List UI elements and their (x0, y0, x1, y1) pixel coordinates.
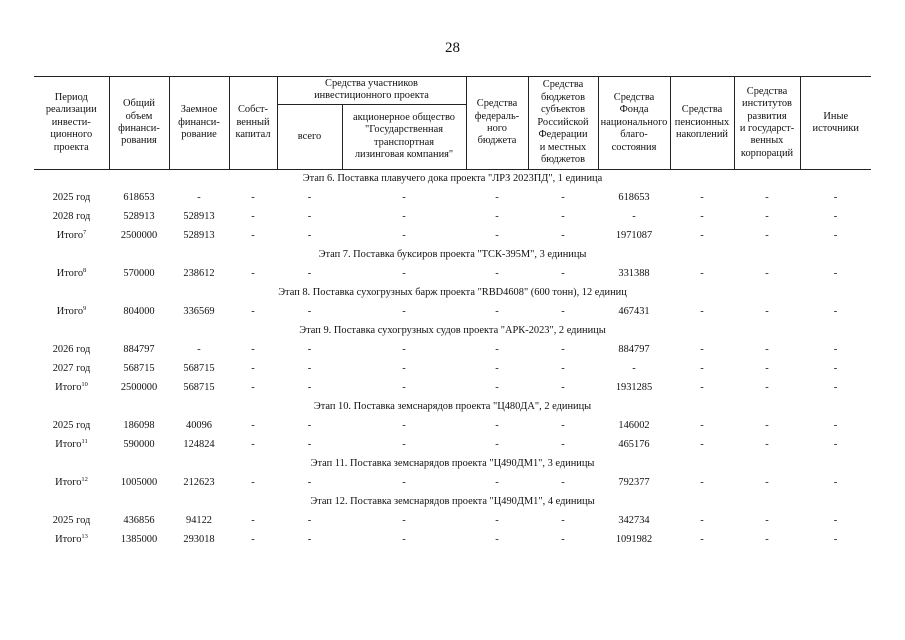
period-cell (34, 265, 109, 284)
value-cell-total: 568715 (123, 363, 155, 375)
value-cell-federal: - (495, 230, 499, 242)
value-cell-regional: - (561, 420, 565, 432)
value-cell-all: - (307, 268, 312, 280)
table-row (34, 474, 871, 493)
value-cell-fund: 467431 (618, 306, 650, 318)
value-cell-borrowed: 528913 (183, 211, 215, 223)
period-label: 2025 год (52, 192, 91, 204)
header-line: развития (747, 110, 787, 122)
value-cell-federal: - (495, 192, 499, 204)
header-line: венных (750, 135, 784, 147)
value-cell-own: - (251, 211, 255, 223)
value-cell-federal: - (495, 439, 499, 451)
value-cell-all: - (307, 211, 312, 223)
value-cell-federal: - (495, 515, 499, 527)
value-cell-pension: - (700, 230, 704, 242)
value-cell-federal: - (495, 420, 499, 432)
value-cell-fund: 342734 (618, 515, 650, 527)
value-cell-total: 528913 (123, 211, 155, 223)
header-line: и местных (539, 141, 587, 153)
value-cell-regional: - (561, 382, 565, 394)
value-cell-total: 590000 (123, 439, 155, 451)
table-body (34, 169, 871, 550)
financing-table (34, 76, 871, 550)
value-cell-gtlk: - (402, 439, 406, 451)
header-line: Средства (542, 79, 584, 91)
period-label: Итого (56, 306, 84, 318)
period-cell (34, 436, 109, 455)
value-cell-other: - (833, 306, 838, 318)
value-cell-own: - (251, 382, 255, 394)
value-cell-total: 436856 (123, 515, 155, 527)
table-row (34, 531, 871, 550)
value-cell-regional: - (561, 192, 565, 204)
header-line: реализации (45, 104, 97, 116)
header-pension (670, 77, 734, 170)
value-cell-total: 884797 (123, 344, 155, 356)
table-row (34, 341, 871, 360)
value-cell-gtlk: - (402, 420, 406, 432)
value-cell-other: - (833, 230, 838, 242)
header-line: финанси- (178, 116, 220, 128)
value-cell-all: - (307, 344, 312, 356)
period-cell (34, 474, 109, 493)
table-row (34, 265, 871, 284)
header-participants-all: всего (277, 104, 342, 169)
footnote-marker: 13 (81, 533, 88, 541)
table-row (34, 379, 871, 398)
value-cell-institutes: - (765, 420, 769, 432)
value-cell-pension: - (700, 344, 704, 356)
value-cell-borrowed: 336569 (183, 306, 215, 318)
footnote-marker: 8 (83, 267, 87, 275)
value-cell-borrowed: 40096 (186, 420, 212, 432)
value-cell-pension: - (700, 439, 704, 451)
value-cell-fund: 792377 (618, 477, 650, 489)
header-total (109, 77, 169, 170)
header-line: Средства (746, 85, 788, 97)
value-cell-borrowed: 124824 (183, 439, 215, 451)
value-cell-fund: 884797 (618, 344, 650, 356)
value-cell-borrowed: - (197, 344, 201, 356)
header-federal (466, 77, 528, 170)
value-cell-gtlk: - (402, 192, 406, 204)
value-cell-own: - (251, 306, 255, 318)
header-fund (598, 77, 670, 170)
value-cell-total: 804000 (123, 306, 155, 318)
table-row (34, 512, 871, 531)
header-borrowed (169, 77, 229, 170)
header-line: и государст- (739, 122, 795, 134)
value-cell-institutes: - (765, 515, 769, 527)
value-cell-other: - (833, 534, 838, 546)
value-cell-own: - (251, 477, 255, 489)
header-line: проекта (53, 141, 89, 153)
header-gtlk (342, 104, 466, 169)
table-header (34, 77, 871, 170)
value-cell-institutes: - (765, 439, 769, 451)
header-line: Федерации (538, 129, 588, 141)
table-row (34, 208, 871, 227)
value-cell-institutes: - (765, 534, 769, 546)
value-cell-regional: - (561, 344, 565, 356)
header-line: "Государственная (364, 124, 444, 136)
header-line: венный (236, 116, 270, 128)
value-cell-fund: 1931285 (615, 382, 653, 394)
value-cell-own: - (251, 515, 255, 527)
value-cell-pension: - (700, 534, 704, 546)
period-label: 2027 год (52, 363, 91, 375)
value-cell-institutes: - (765, 230, 769, 242)
header-line: Российской (537, 116, 589, 128)
value-cell-pension: - (700, 363, 704, 375)
header-line: корпораций (740, 147, 794, 159)
value-cell-other: - (833, 477, 838, 489)
header-line: ного (487, 122, 507, 134)
value-cell-federal: - (495, 534, 499, 546)
value-cell-regional: - (561, 439, 565, 451)
value-cell-pension: - (700, 211, 704, 223)
period-cell (34, 208, 109, 227)
header-line: бюджета (477, 135, 517, 147)
value-cell-own: - (251, 534, 255, 546)
value-cell-fund: 465176 (618, 439, 650, 451)
table-row (34, 436, 871, 455)
value-cell-pension: - (700, 192, 704, 204)
value-cell-regional: - (561, 230, 565, 242)
value-cell-fund: 618653 (618, 192, 650, 204)
value-cell-gtlk: - (402, 477, 406, 489)
value-cell-own: - (251, 420, 255, 432)
header-line: рования (121, 135, 157, 147)
header-participants-group (277, 77, 466, 105)
value-cell-institutes: - (765, 192, 769, 204)
value-cell-pension: - (700, 477, 704, 489)
period-label: 2026 год (52, 344, 91, 356)
header-line: ционного (50, 129, 93, 141)
period-cell (34, 303, 109, 322)
value-cell-own: - (251, 268, 255, 280)
header-line: акционерное общество (353, 112, 455, 123)
value-cell-other: - (833, 382, 838, 394)
value-cell-fund: 1091982 (615, 534, 653, 546)
header-line: капитал (235, 129, 271, 141)
value-cell-all: - (307, 363, 312, 375)
value-cell-borrowed: 238612 (183, 268, 215, 280)
footnote-marker: 10 (81, 381, 88, 389)
value-cell-other: - (833, 268, 838, 280)
value-cell-other: - (833, 344, 838, 356)
value-cell-institutes: - (765, 306, 769, 318)
header-line: Средства участников (325, 78, 418, 89)
value-cell-all: - (307, 192, 312, 204)
header-line: институтов (742, 98, 792, 110)
footnote-marker: 11 (81, 438, 88, 446)
period-label: 2025 год (52, 515, 91, 527)
value-cell-federal: - (495, 363, 499, 375)
header-line: Средства (476, 98, 518, 110)
header-line: Заемное (180, 104, 218, 116)
header-line: рование (181, 129, 217, 141)
value-cell-institutes: - (765, 363, 769, 375)
value-cell-all: - (307, 439, 312, 451)
value-cell-own: - (251, 363, 255, 375)
stage-title: Этап 10. Поставка земснарядов проекта "Ц480ДА", 2 единицы (313, 401, 592, 413)
period-cell (34, 360, 109, 379)
header-line: бюджетов (541, 91, 585, 103)
value-cell-gtlk: - (402, 515, 406, 527)
value-cell-all: - (307, 477, 312, 489)
header-line: инвестиционного проекта (314, 90, 429, 102)
footnote-marker: 7 (83, 229, 87, 237)
header-line: лизинговая компания" (354, 149, 454, 161)
period-cell (34, 227, 109, 246)
value-cell-gtlk: - (402, 344, 406, 356)
value-cell-fund: 146002 (618, 420, 650, 432)
value-cell-own: - (251, 192, 255, 204)
footnote-marker: 12 (81, 476, 88, 484)
header-line: Фонда (619, 104, 649, 116)
value-cell-fund: - (632, 211, 636, 223)
value-cell-gtlk: - (402, 382, 406, 394)
value-cell-other: - (833, 363, 838, 375)
value-cell-regional: - (561, 534, 565, 546)
value-cell-own: - (251, 230, 255, 242)
period-cell (34, 341, 109, 360)
page-number: 28 (445, 40, 460, 56)
header-line: накоплений (676, 129, 728, 141)
stage-title: Этап 6. Поставка плавучего дока проекта "ЛРЗ 2023ПД", 1 единица (302, 173, 603, 185)
value-cell-gtlk: - (402, 268, 406, 280)
value-cell-institutes: - (765, 268, 769, 280)
value-cell-fund: 331388 (618, 268, 650, 280)
value-cell-own: - (251, 439, 255, 451)
value-cell-pension: - (700, 515, 704, 527)
header-line: пенсионных (674, 116, 730, 128)
value-cell-gtlk: - (402, 534, 406, 546)
header-line: субъектов (541, 104, 585, 116)
value-cell-regional: - (561, 477, 565, 489)
value-cell-gtlk: - (402, 211, 406, 223)
period-label: Итого (56, 268, 84, 280)
period-label: Итого (55, 439, 82, 451)
period-label: Итого (55, 382, 82, 394)
value-cell-regional: - (561, 211, 565, 223)
table-row (34, 360, 871, 379)
table-row (34, 303, 871, 322)
value-cell-all: - (307, 420, 312, 432)
value-cell-federal: - (495, 382, 499, 394)
value-cell-borrowed: - (197, 192, 201, 204)
stage-title: Этап 8. Поставка сухогрузных барж проекта "RBD4608" (600 тонн), 12 единиц (278, 287, 627, 299)
value-cell-other: - (833, 515, 838, 527)
stage-title: Этап 7. Поставка буксиров проекта "ТСК-395М", 3 единицы (318, 249, 587, 261)
period-label: 2025 год (52, 420, 91, 432)
value-cell-borrowed: 94122 (186, 515, 212, 527)
value-cell-federal: - (495, 211, 499, 223)
value-cell-all: - (307, 306, 312, 318)
table-row (34, 417, 871, 436)
value-cell-borrowed: 568715 (183, 363, 215, 375)
header-line: благо- (620, 129, 648, 141)
value-cell-regional: - (561, 306, 565, 318)
value-cell-total: 2500000 (120, 230, 158, 242)
value-cell-federal: - (495, 344, 499, 356)
header-line: состояния (611, 141, 657, 153)
value-cell-institutes: - (765, 344, 769, 356)
value-cell-own: - (251, 344, 255, 356)
value-cell-institutes: - (765, 477, 769, 489)
value-cell-pension: - (700, 382, 704, 394)
header-line: бюджетов (541, 153, 585, 165)
value-cell-borrowed: 293018 (183, 534, 215, 546)
stage-title: Этап 12. Поставка земснарядов проекта "Ц490ДМ1", 4 единицы (310, 496, 595, 508)
table-row (34, 189, 871, 208)
header-institutes (734, 77, 800, 170)
header-line: Иные (823, 110, 849, 122)
value-cell-all: - (307, 534, 312, 546)
value-cell-regional: - (561, 515, 565, 527)
value-cell-federal: - (495, 477, 499, 489)
value-cell-total: 1385000 (120, 534, 158, 546)
value-cell-institutes: - (765, 382, 769, 394)
header-line: Средства (613, 91, 655, 103)
value-cell-other: - (833, 211, 838, 223)
period-cell (34, 189, 109, 208)
period-cell (34, 531, 109, 550)
value-cell-pension: - (700, 420, 704, 432)
header-line: федераль- (474, 110, 520, 122)
header-regional (528, 77, 598, 170)
header-line: Общий (123, 98, 155, 110)
value-cell-other: - (833, 420, 838, 432)
period-label: Итого (55, 534, 82, 546)
header-line: финанси- (118, 122, 160, 134)
value-cell-regional: - (561, 363, 565, 375)
value-cell-total: 1005000 (120, 477, 158, 489)
header-line: национального (600, 116, 668, 128)
header-line: инвести- (51, 116, 91, 128)
value-cell-regional: - (561, 268, 565, 280)
value-cell-total: 186098 (123, 420, 155, 432)
value-cell-gtlk: - (402, 363, 406, 375)
header-line: Средства (681, 104, 723, 116)
stage-title: Этап 11. Поставка земснарядов проекта "Ц490ДМ1", 3 единицы (310, 458, 595, 470)
value-cell-total: 618653 (123, 192, 155, 204)
value-cell-other: - (833, 439, 838, 451)
period-label: Итого (55, 477, 82, 489)
period-label: 2028 год (52, 211, 91, 223)
value-cell-institutes: - (765, 211, 769, 223)
period-cell (34, 417, 109, 436)
value-cell-total: 570000 (123, 268, 155, 280)
table-row (34, 227, 871, 246)
value-cell-borrowed: 528913 (183, 230, 215, 242)
value-cell-gtlk: - (402, 306, 406, 318)
header-line: источники (812, 122, 859, 134)
stage-title: Этап 9. Поставка сухогрузных судов проекта "АРК-2023", 2 единицы (299, 325, 606, 337)
header-line: объем (125, 110, 153, 122)
value-cell-all: - (307, 230, 312, 242)
value-cell-all: - (307, 382, 312, 394)
header-line: Период (54, 91, 88, 103)
period-label: Итого (56, 230, 84, 242)
value-cell-pension: - (700, 268, 704, 280)
value-cell-federal: - (495, 268, 499, 280)
value-cell-borrowed: 568715 (183, 382, 215, 394)
period-cell (34, 379, 109, 398)
value-cell-borrowed: 212623 (183, 477, 215, 489)
value-cell-fund: - (632, 363, 636, 375)
value-cell-total: 2500000 (120, 382, 158, 394)
value-cell-other: - (833, 192, 838, 204)
value-cell-pension: - (700, 306, 704, 318)
period-cell (34, 512, 109, 531)
header-line: транспортная (374, 136, 434, 148)
footnote-marker: 9 (83, 305, 87, 313)
header-own-capital (229, 77, 277, 170)
value-cell-fund: 1971087 (615, 230, 653, 242)
value-cell-federal: - (495, 306, 499, 318)
header-other (800, 77, 871, 170)
header-period (34, 77, 109, 170)
value-cell-gtlk: - (402, 230, 406, 242)
value-cell-all: - (307, 515, 312, 527)
header-line: Собст- (237, 104, 269, 116)
